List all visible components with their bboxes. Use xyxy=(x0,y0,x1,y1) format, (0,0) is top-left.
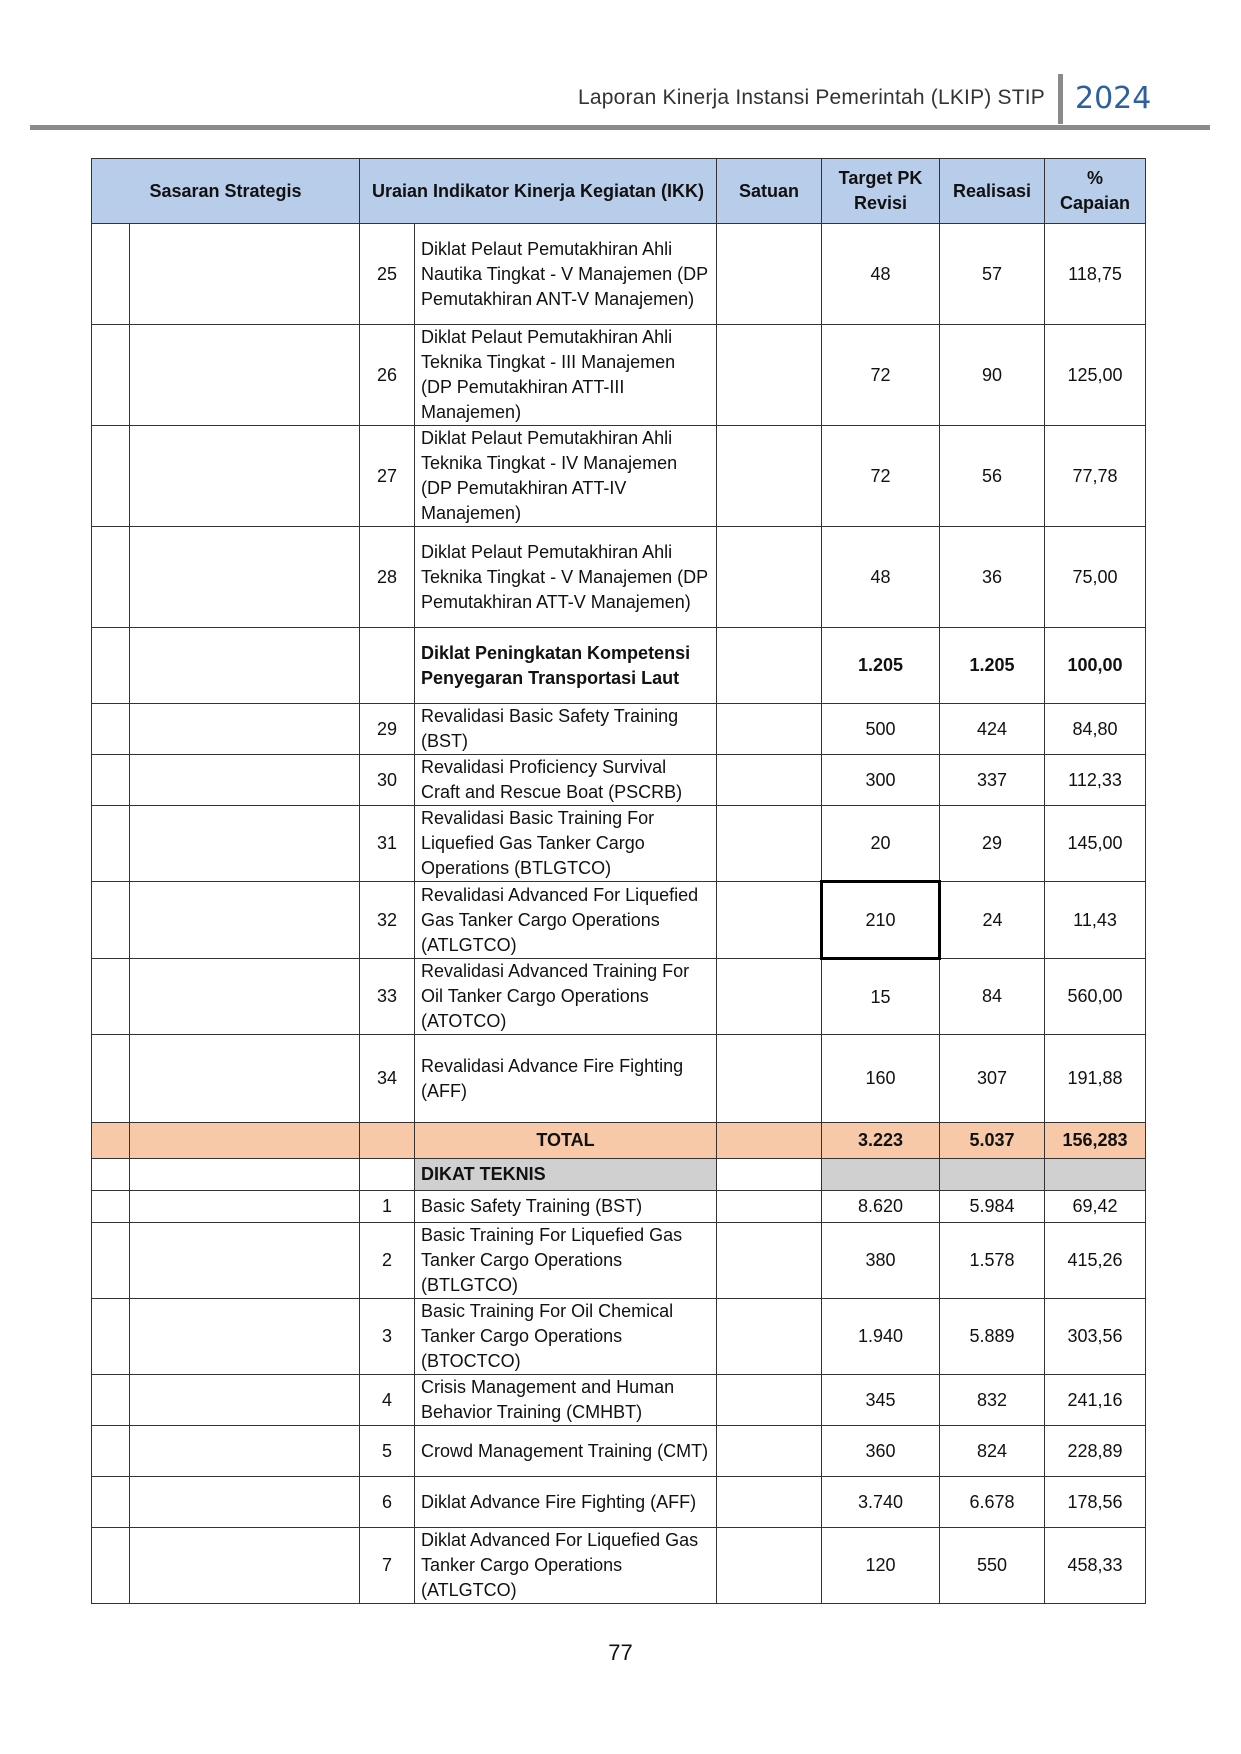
row-realisasi: 56 xyxy=(940,426,1045,527)
row-capaian: 77,78 xyxy=(1045,426,1146,527)
row-number: 4 xyxy=(360,1375,415,1426)
row-description: Diklat Peningkatan Kompetensi Penyegaran Transportasi Laut xyxy=(415,628,717,704)
header-divider xyxy=(1058,74,1063,124)
row-target: 300 xyxy=(822,755,940,806)
row-description: Basic Training For Liquefied Gas Tanker Cargo Operations (BTLGTCO) xyxy=(415,1223,717,1299)
row-realisasi: 1.205 xyxy=(940,628,1045,704)
row-capaian: 415,26 xyxy=(1045,1223,1146,1299)
row-target: 1.205 xyxy=(822,628,940,704)
row-capaian: 241,16 xyxy=(1045,1375,1146,1426)
row-capaian: 228,89 xyxy=(1045,1426,1146,1477)
row-satuan xyxy=(717,1477,822,1528)
row-target: 20 xyxy=(822,806,940,882)
row-satuan xyxy=(717,1299,822,1375)
report-year: 2024 xyxy=(1075,81,1152,116)
table-row xyxy=(92,1035,1146,1123)
col-header-uraian: Uraian Indikator Kinerja Kegiatan (IKK) xyxy=(360,159,717,224)
row-realisasi: 24 xyxy=(940,882,1045,959)
row-capaian: 69,42 xyxy=(1045,1191,1146,1223)
row-description: Diklat Pelaut Pemutakhiran Ahli Teknika Tingkat - V Manajemen (DP Pemutakhiran ATT-V Manajemen) xyxy=(415,527,717,628)
row-target: 72 xyxy=(822,426,940,527)
row-capaian: 118,75 xyxy=(1045,224,1146,325)
row-satuan xyxy=(717,1159,822,1191)
row-realisasi: 5.984 xyxy=(940,1191,1045,1223)
row-number: 7 xyxy=(360,1528,415,1604)
row-number xyxy=(360,1159,415,1191)
row-capaian: 303,56 xyxy=(1045,1299,1146,1375)
row-capaian: 145,00 xyxy=(1045,806,1146,882)
row-satuan xyxy=(717,755,822,806)
row-description: Basic Safety Training (BST) xyxy=(415,1191,717,1223)
row-realisasi: 5.889 xyxy=(940,1299,1045,1375)
row-target: 380 xyxy=(822,1223,940,1299)
total-target: 3.223 xyxy=(822,1123,940,1159)
row-number: 3 xyxy=(360,1299,415,1375)
row-realisasi: 6.678 xyxy=(940,1477,1045,1528)
row-capaian xyxy=(1045,1159,1146,1191)
row-satuan xyxy=(717,1528,822,1604)
row-number xyxy=(360,1123,415,1159)
row-description: Revalidasi Basic Training For Liquefied Gas Tanker Cargo Operations (BTLGTCO) xyxy=(415,806,717,882)
col-header-satuan: Satuan xyxy=(717,159,822,224)
row-description: Revalidasi Advanced For Liquefied Gas Tanker Cargo Operations (ATLGTCO) xyxy=(415,882,717,959)
total-capaian: 156,283 xyxy=(1045,1123,1146,1159)
row-realisasi: 84 xyxy=(940,959,1045,1035)
row-capaian: 75,00 xyxy=(1045,527,1146,628)
row-realisasi: 307 xyxy=(940,1035,1045,1123)
row-target: 72 xyxy=(822,325,940,426)
row-description: Diklat Pelaut Pemutakhiran Ahli Teknika Tingkat - IV Manajemen (DP Pemutakhiran ATT-IV Manajemen) xyxy=(415,426,717,527)
row-description: Diklat Advance Fire Fighting (AFF) xyxy=(415,1477,717,1528)
row-description: Diklat Pelaut Pemutakhiran Ahli Teknika Tingkat - III Manajemen (DP Pemutakhiran ATT-III Manajemen) xyxy=(415,325,717,426)
row-target: 48 xyxy=(822,527,940,628)
row-target: 160 xyxy=(822,1035,940,1123)
row-target: 8.620 xyxy=(822,1191,940,1223)
table-row xyxy=(92,224,1146,325)
page-number: 77 xyxy=(608,1640,633,1665)
subgroup-row xyxy=(92,628,1146,704)
table-row xyxy=(92,1528,1146,1604)
row-description: Crisis Management and Human Behavior Training (CMHBT) xyxy=(415,1375,717,1426)
header-rule xyxy=(30,125,1210,130)
table-row xyxy=(92,426,1146,527)
row-number: 33 xyxy=(360,959,415,1035)
row-satuan xyxy=(717,1426,822,1477)
row-number xyxy=(360,628,415,704)
section-title: DIKAT TEKNIS xyxy=(415,1159,717,1191)
total-realisasi: 5.037 xyxy=(940,1123,1045,1159)
row-satuan xyxy=(717,1035,822,1123)
row-realisasi: 337 xyxy=(940,755,1045,806)
section-row xyxy=(92,1159,1146,1191)
row-realisasi: 90 xyxy=(940,325,1045,426)
row-description: Revalidasi Basic Safety Training (BST) xyxy=(415,704,717,755)
row-capaian: 178,56 xyxy=(1045,1477,1146,1528)
table-row xyxy=(92,704,1146,755)
table-row xyxy=(92,1477,1146,1528)
row-target: 360 xyxy=(822,1426,940,1477)
row-capaian: 11,43 xyxy=(1045,882,1146,959)
col-header-target: Target PK Revisi xyxy=(822,159,940,224)
row-satuan xyxy=(717,628,822,704)
row-description: Revalidasi Advance Fire Fighting (AFF) xyxy=(415,1035,717,1123)
row-capaian: 112,33 xyxy=(1045,755,1146,806)
report-title: Laporan Kinerja Instansi Pemerintah (LKIP) STIP xyxy=(578,86,1045,109)
row-description: Diklat Advanced For Liquefied Gas Tanker Cargo Operations (ATLGTCO) xyxy=(415,1528,717,1604)
total-label: TOTAL xyxy=(415,1123,717,1159)
row-number: 26 xyxy=(360,325,415,426)
total-row xyxy=(92,1123,1146,1159)
row-satuan xyxy=(717,1123,822,1159)
row-number: 31 xyxy=(360,806,415,882)
performance-table xyxy=(91,158,1146,1604)
row-satuan xyxy=(717,527,822,628)
row-description: Crowd Management Training (CMT) xyxy=(415,1426,717,1477)
col-header-capaian: % Capaian xyxy=(1045,159,1146,224)
table-header-row xyxy=(92,159,1146,224)
row-number: 28 xyxy=(360,527,415,628)
row-capaian: 125,00 xyxy=(1045,325,1146,426)
row-number: 25 xyxy=(360,224,415,325)
row-description: Revalidasi Proficiency Survival Craft and Rescue Boat (PSCRB) xyxy=(415,755,717,806)
table-row xyxy=(92,325,1146,426)
row-realisasi xyxy=(940,1159,1045,1191)
col-header-realisasi: Realisasi xyxy=(940,159,1045,224)
row-capaian: 100,00 xyxy=(1045,628,1146,704)
table-row xyxy=(92,1375,1146,1426)
row-capaian: 191,88 xyxy=(1045,1035,1146,1123)
row-target: 120 xyxy=(822,1528,940,1604)
row-realisasi: 1.578 xyxy=(940,1223,1045,1299)
row-number: 32 xyxy=(360,882,415,959)
row-realisasi: 424 xyxy=(940,704,1045,755)
row-target: 345 xyxy=(822,1375,940,1426)
table-row xyxy=(92,959,1146,1035)
row-realisasi: 824 xyxy=(940,1426,1045,1477)
row-target-selected-cell[interactable]: 210 xyxy=(822,882,940,959)
row-number: 5 xyxy=(360,1426,415,1477)
row-realisasi: 550 xyxy=(940,1528,1045,1604)
row-target: 3.740 xyxy=(822,1477,940,1528)
table-row xyxy=(92,1299,1146,1375)
row-target: 15 xyxy=(822,959,940,1035)
table-row xyxy=(92,882,1146,959)
row-satuan xyxy=(717,1375,822,1426)
table-row xyxy=(92,1191,1146,1223)
row-number: 34 xyxy=(360,1035,415,1123)
row-satuan xyxy=(717,325,822,426)
row-number: 2 xyxy=(360,1223,415,1299)
row-number: 1 xyxy=(360,1191,415,1223)
row-satuan xyxy=(717,704,822,755)
row-satuan xyxy=(717,1223,822,1299)
row-realisasi: 36 xyxy=(940,527,1045,628)
row-satuan xyxy=(717,882,822,959)
row-capaian: 458,33 xyxy=(1045,1528,1146,1604)
row-description: Basic Training For Oil Chemical Tanker Cargo Operations (BTOCTCO) xyxy=(415,1299,717,1375)
row-satuan xyxy=(717,426,822,527)
table-row xyxy=(92,806,1146,882)
table-row xyxy=(92,527,1146,628)
row-number: 29 xyxy=(360,704,415,755)
row-target xyxy=(822,1159,940,1191)
row-capaian: 560,00 xyxy=(1045,959,1146,1035)
row-realisasi: 832 xyxy=(940,1375,1045,1426)
row-satuan xyxy=(717,959,822,1035)
row-number: 27 xyxy=(360,426,415,527)
row-satuan xyxy=(717,1191,822,1223)
row-number: 6 xyxy=(360,1477,415,1528)
row-target: 1.940 xyxy=(822,1299,940,1375)
row-number: 30 xyxy=(360,755,415,806)
row-satuan xyxy=(717,806,822,882)
row-realisasi: 29 xyxy=(940,806,1045,882)
table-row xyxy=(92,755,1146,806)
col-header-sasaran: Sasaran Strategis xyxy=(92,159,360,224)
row-description: Revalidasi Advanced Training For Oil Tanker Cargo Operations (ATOTCO) xyxy=(415,959,717,1035)
row-target: 500 xyxy=(822,704,940,755)
row-target: 48 xyxy=(822,224,940,325)
row-realisasi: 57 xyxy=(940,224,1045,325)
row-satuan xyxy=(717,224,822,325)
row-capaian: 84,80 xyxy=(1045,704,1146,755)
table-row xyxy=(92,1426,1146,1477)
row-description: Diklat Pelaut Pemutakhiran Ahli Nautika Tingkat - V Manajemen (DP Pemutakhiran ANT-V Manajemen) xyxy=(415,224,717,325)
table-row xyxy=(92,1223,1146,1299)
